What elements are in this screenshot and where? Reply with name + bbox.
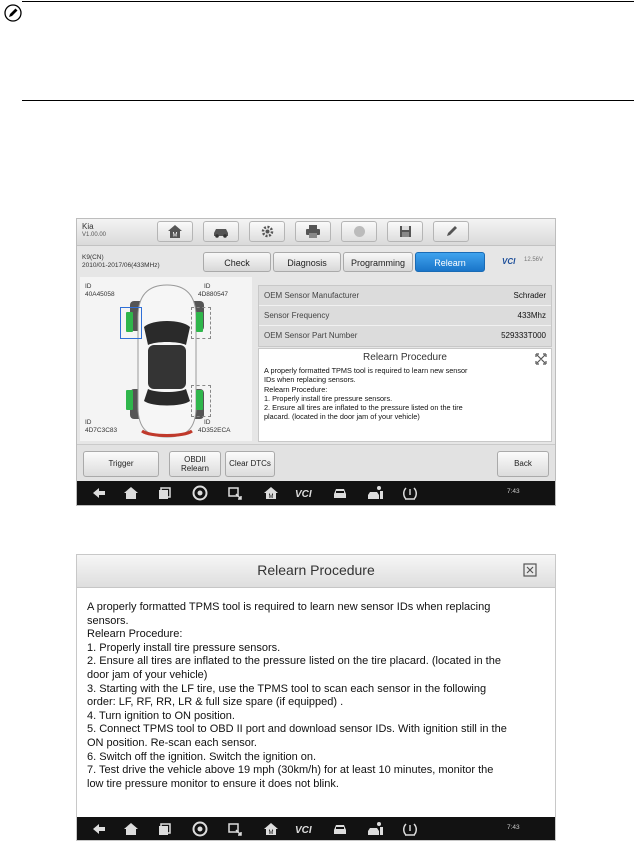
person-car-icon[interactable] <box>367 821 385 837</box>
tab-check[interactable]: Check <box>203 252 271 272</box>
procedure-line: 2. Ensure all tires are inflated to the pressure listed on the tire placard. (located in the <box>87 655 501 668</box>
procedure-line: 2. Ensure all tires are inflated to the pressure listed on the tire <box>264 403 463 413</box>
info-value: Schrader <box>513 291 546 300</box>
procedure-line: Relearn Procedure: <box>87 628 183 641</box>
svg-text:M: M <box>268 830 274 836</box>
recent-apps-icon[interactable] <box>157 821 173 837</box>
procedure-line: order: LF, RF, RR, LR & full size spare (if equipped) . <box>87 696 344 709</box>
tpms-icon[interactable] <box>402 821 418 837</box>
obdii-line2: Relearn <box>180 464 209 473</box>
rf-sensor-indicator <box>196 312 203 332</box>
vehicle-years: 2010/01-2017/06(433MHz) <box>82 262 160 269</box>
rr-sensor-indicator <box>196 390 203 410</box>
info-label: OEM Sensor Manufacturer <box>264 291 360 300</box>
help-button[interactable] <box>341 221 377 242</box>
software-version: V1.00.00 <box>82 232 107 238</box>
gear-icon <box>260 224 275 239</box>
lr-sensor-indicator <box>126 390 133 410</box>
lr-sensor-id: 4D7C3C83 <box>85 427 118 434</box>
expand-icon[interactable] <box>535 353 547 365</box>
car-icon[interactable] <box>332 821 348 837</box>
procedure-line: door jam of your vehicle) <box>87 668 208 681</box>
vci-icon[interactable] <box>295 821 317 837</box>
procedure-line: ON position. Re-scan each sensor. <box>87 736 257 749</box>
chrome-icon[interactable] <box>192 485 208 501</box>
function-button-bar <box>77 444 555 481</box>
home-icon[interactable] <box>123 485 139 501</box>
note-top-rule <box>22 1 634 2</box>
svg-text:M: M <box>172 232 178 239</box>
procedure-title: Relearn Procedure <box>257 562 375 578</box>
procedure-line: IDs when replacing sensors. <box>264 375 356 385</box>
procedure-text <box>87 601 547 791</box>
recent-apps-icon[interactable] <box>157 485 173 501</box>
vehicle-make: Kia <box>82 222 94 231</box>
procedure-line: 3. Starting with the LF tire, use the TPMS tool to scan each sensor in the following <box>87 682 487 695</box>
back-icon[interactable] <box>91 485 107 501</box>
rf-sensor-id: 4D880547 <box>198 291 228 298</box>
info-label: Sensor Frequency <box>264 311 330 320</box>
procedure-line: 6. Switch off the ignition. Switch the ignition on. <box>87 750 317 763</box>
lf-id-label: ID <box>85 283 92 290</box>
tpms-icon[interactable] <box>402 485 418 501</box>
procedure-line: 1. Properly install tire pressure sensors. <box>264 393 393 403</box>
battery-voltage: 12.56V <box>524 257 544 263</box>
status-clock: 7:43 <box>507 824 520 831</box>
procedure-title: Relearn Procedure <box>363 352 447 363</box>
lf-sensor-id: 40A45058 <box>85 291 115 298</box>
home-button[interactable] <box>157 221 193 242</box>
chrome-icon[interactable] <box>192 821 208 837</box>
settings-button[interactable] <box>249 221 285 242</box>
back-button[interactable]: Back <box>497 451 549 477</box>
back-icon[interactable] <box>91 821 107 837</box>
procedure-line: 4. Turn ignition to ON position. <box>87 709 235 722</box>
tpms-relearn-screen <box>76 218 556 506</box>
procedure-line: 1. Properly install tire pressure sensors. <box>87 641 281 654</box>
top-toolbar <box>77 219 555 246</box>
maxisys-icon[interactable] <box>263 485 279 501</box>
help-icon <box>352 224 367 239</box>
procedure-line: A properly formatted TPMS tool is required to learn new sensor IDs when replacing <box>87 601 491 613</box>
home-icon[interactable] <box>123 821 139 837</box>
maxisys-icon[interactable] <box>263 821 279 837</box>
procedure-title-bar <box>77 555 555 588</box>
note-pencil-icon <box>4 4 22 22</box>
procedure-line: placard. (located in the door jam of your vehicle) <box>264 412 420 422</box>
tab-diagnosis[interactable]: Diagnosis <box>273 252 341 272</box>
tab-programming[interactable]: Programming <box>343 252 413 272</box>
lf-sensor-indicator <box>126 312 133 332</box>
screen-capture-icon[interactable] <box>227 485 243 501</box>
svg-text:M: M <box>268 494 274 500</box>
obdii-relearn-button[interactable] <box>169 451 221 477</box>
home-icon <box>167 224 183 239</box>
save-icon <box>398 224 413 239</box>
rr-sensor-id: 4D352ECA <box>198 427 231 434</box>
info-value: 433Mhz <box>517 311 546 320</box>
procedure-line: Relearn Procedure: <box>264 384 328 394</box>
procedure-line: sensors. <box>87 614 129 627</box>
screen-capture-icon[interactable] <box>227 821 243 837</box>
printer-icon <box>305 224 321 239</box>
car-icon[interactable] <box>332 485 348 501</box>
vehicle-model: K9(CN) <box>82 254 104 261</box>
vci-icon[interactable] <box>295 485 317 501</box>
person-car-icon[interactable] <box>367 485 385 501</box>
rf-id-label: ID <box>204 283 211 290</box>
svg-text:VCI: VCI <box>295 825 312 836</box>
print-button[interactable] <box>295 221 331 242</box>
android-nav-bar <box>77 817 555 841</box>
lr-id-label: ID <box>85 419 92 426</box>
procedure-line: A properly formatted TPMS tool is required to learn new sensor <box>264 366 468 375</box>
info-row-frequency <box>259 306 551 326</box>
procedure-line: low tire pressure monitor to ensure it does not blink. <box>87 777 339 790</box>
android-nav-bar <box>77 481 555 505</box>
vci-status: VCI <box>502 257 516 266</box>
procedure-line: 7. Test drive the vehicle above 19 mph (30km/h) for at least 10 minutes, monitor the <box>87 764 494 777</box>
relearn-procedure-expanded <box>76 554 556 841</box>
save-button[interactable] <box>387 221 423 242</box>
edit-button[interactable] <box>433 221 469 242</box>
procedure-text <box>264 366 546 422</box>
info-label: OEM Sensor Part Number <box>264 331 358 340</box>
relearn-procedure-panel[interactable] <box>258 348 552 442</box>
status-clock: 7:43 <box>507 488 520 495</box>
vehicle-swap-button[interactable] <box>203 221 239 242</box>
info-value: 529333T000 <box>501 331 546 340</box>
collapse-icon[interactable] <box>523 563 537 577</box>
tab-relearn[interactable]: Relearn <box>415 252 485 272</box>
trigger-button[interactable]: Trigger <box>83 451 159 477</box>
note-bottom-rule <box>22 100 634 101</box>
sensor-position-panel <box>80 277 252 441</box>
info-row-manufacturer <box>259 286 551 306</box>
sensor-info-table <box>258 285 552 347</box>
clear-dtcs-button[interactable]: Clear DTCs <box>225 451 275 477</box>
pencil-icon <box>444 224 459 239</box>
svg-text:VCI: VCI <box>295 489 312 500</box>
rr-id-label: ID <box>204 419 211 426</box>
obdii-line1: OBDII <box>184 455 206 464</box>
procedure-line: 5. Connect TPMS tool to OBD II port and download sensor IDs. With ignition still in the <box>87 723 507 736</box>
vehicle-info-bar <box>77 246 555 274</box>
vehicle-swap-icon <box>212 224 230 239</box>
info-row-part-number <box>259 326 551 345</box>
